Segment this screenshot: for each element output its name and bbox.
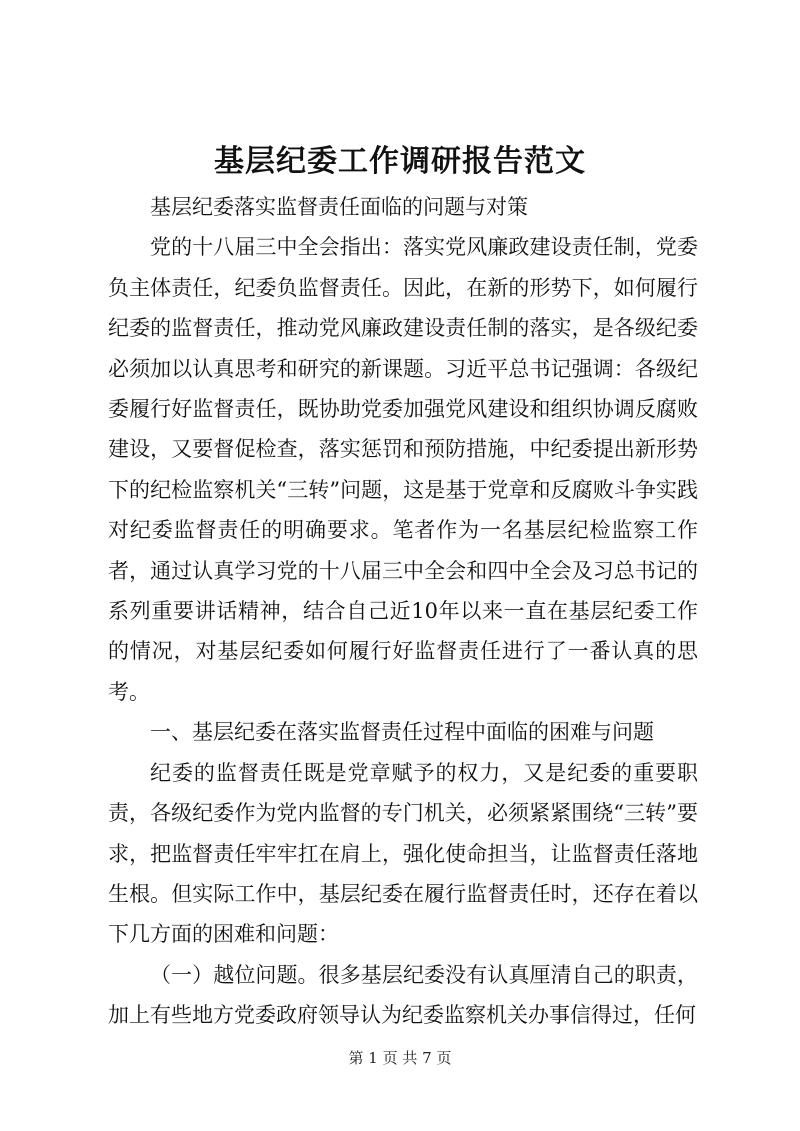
subtitle-paragraph: 基层纪委落实监督责任面临的问题与对策: [150, 195, 528, 219]
section-heading: 一、基层纪委在落实监督责任过程中面临的困难与问题: [150, 720, 654, 745]
page-number-footer: 第 1 页 共 7 页: [348, 1049, 452, 1067]
document-title: 基层纪委工作调研报告范文: [214, 144, 586, 179]
body-paragraph: 纪委的监督责任既是党章赋予的权力，又是纪委的重要职责，各级纪委作为党内监督的专门机关，必须紧紧围绕“三转”要求，把监督责任牢牢扛在肩上，强化使命担当，让监督责任落地生根。但实际工作中，基层纪委在履行监督责任时，还存在着以下几方面的困难和问题：: [108, 760, 698, 947]
body-paragraph: （一）越位问题。很多基层纪委没有认真厘清自己的职责，加上有些地方党委政府领导认为纪委监察机关办事信得过，任何: [108, 962, 698, 1028]
body-paragraph: 党的十八届三中全会指出：落实党风廉政建设责任制，党委负主体责任，纪委负监督责任。因此，在新的形势下，如何履行纪委的监督责任，推动党风廉政建设责任制的落实，是各级纪委必须加以认真思考和研究的新课题。习近平总书记强调：各级纪委履行好监督责任，既协助党委加强党风建设和组织协调反腐败建设，又要督促检查，落实惩罚和预防措施，中纪委提出新形势下的纪检监察机关“三转”问题，这是基于党章和反腐败斗争实践对纪委监督责任的明确要求。笔者作为一名基层纪检监察工作者，通过认真学习党的十八届三中全会和四中全会及习总书记的系列重要讲话精神，结合自己近10年以来一直在基层纪委工作的情况，对基层纪委如何履行好监督责任进行了一番认真的思考。: [108, 235, 698, 704]
document-body: [108, 187, 698, 1036]
